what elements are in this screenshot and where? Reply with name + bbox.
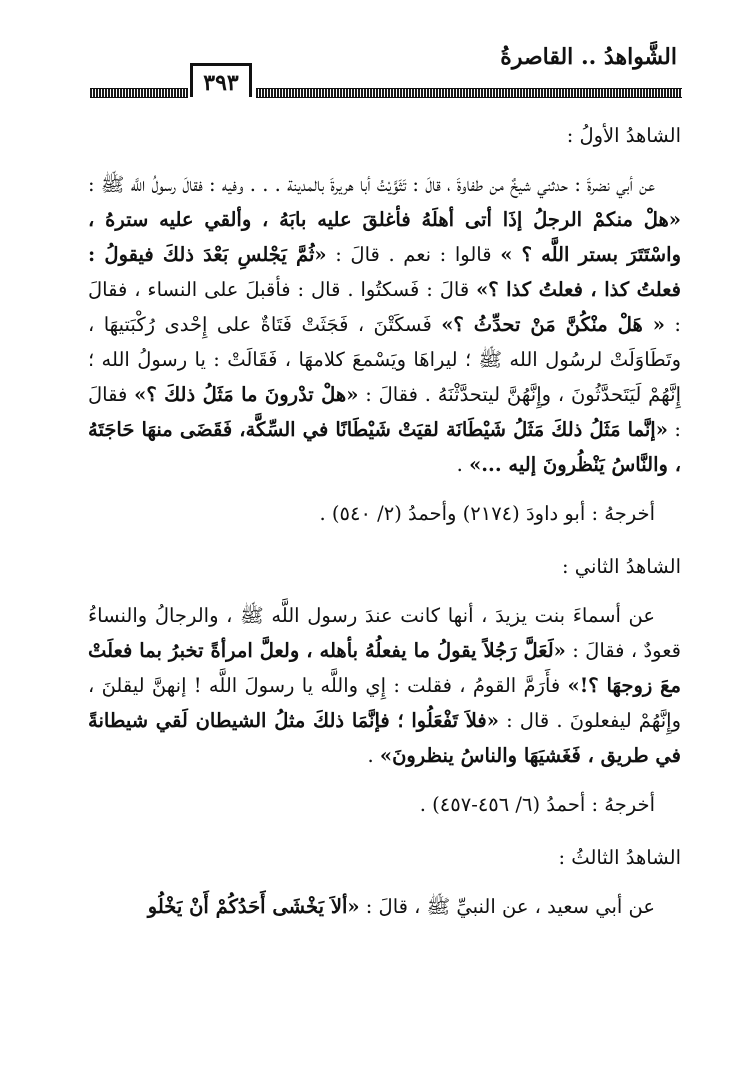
w2-text-2: فأَرَمَّ القومُ ، فقلت : إِي واللَّه يا رسولَ اللَّه ! إنهنَّ ليقلنَ ، وإِنَّهُمْ ليفعلونَ . قال : xyxy=(88,674,682,732)
w1-quote-4: «هلْ تدْرونَ ما مَثَلُ ذلكَ ؟» xyxy=(134,383,359,406)
witness-2-heading: الشاهدُ الثاني : xyxy=(561,555,681,578)
witness-2-citation: أخرجهُ : أحمدُ (٦/ ٤٥٦-٤٥٧) . xyxy=(419,793,655,816)
witness-1-citation: أخرجهُ : أبو داودَ (٢١٧٤) وأحمدُ (٢/ ٥٤٠) . xyxy=(319,502,655,525)
w3-quote-1: «ألاَ يَخْشَى أَحَدُكُمْ أَنْ يَخْلُو xyxy=(147,895,360,918)
w1-text-4: فَسكَتْنَ ، فَجَثَتْ فَتَاةٌ على إِحْدى رُكْبَتيهَا ، وتَطَاوَلَتْ لرسُول الله ﷺ ؛ ليراهَا ويَسْمعَ كلامهَا ، فَقَالَتْ : يا رسولُ الله ؛ إِنَّهُمْ لَيَتَحدَّثُونَ ، وإِنَّهُنَّ ليتحدَّثْنَهُ . فقالَ : xyxy=(88,313,681,406)
w1-text-5: فقالَ : xyxy=(88,383,681,441)
witness-1-paragraph xyxy=(88,167,681,482)
witness-3-heading: الشاهدُ الثالثُ : xyxy=(558,846,681,869)
w2-text-3: . xyxy=(367,744,380,767)
w2-text-1: عن أسماءَ بنت يزيدَ ، أنها كانت عندَ رسول اللَّه ﷺ ، والرجالُ والنساءُ قعودٌ ، فقالَ : xyxy=(88,604,681,662)
w1-text-3: قالَ : فَسكتُوا . قال : فأقبلَ على النساء ، فقالَ : xyxy=(88,278,681,336)
w3-text-1: عن أبي سعيد ، عن النبيِّ ﷺ ، قالَ : xyxy=(359,895,655,918)
running-title: الشَّواهدُ .. القاصرةُ xyxy=(500,44,677,70)
w1-text-2: قالوا : نعم . قالَ : xyxy=(326,243,501,266)
witness-2-paragraph xyxy=(88,598,681,773)
w1-text-1: عن أبي نضرةَ : حدثني شيخٌ من طفاوةَ ، قالَ : تَثَوَّيْتُ أبا هريرةَ بالمدينة . . . وفيه : فقالَ رسولُ اللَّه ﷺ : xyxy=(88,173,655,196)
w1-text-6: . xyxy=(456,453,470,476)
w1-quote-1: «هلْ منكمْ الرجلُ إذَا أتى أهلَهُ فأغلقَ عليه بابَهُ ، وألقي عليه سترهُ ، واسْتَتَرَ بستر اللَّه ؟ » xyxy=(88,208,681,266)
witness-3-paragraph xyxy=(88,889,681,924)
page-body xyxy=(88,118,681,924)
w1-quote-5: «إنَّما مَثَلُ ذلكَ مَثَلُ شَيْطَانَة لقيَتْ شَيْطَانًا في السِّكَّة، فَقَضَى منهَا حَاجَتَهُ ، والنَّاسُ يَنْظُرونَ إليه ...» xyxy=(88,418,681,476)
page-header xyxy=(0,0,747,100)
page-number: ٣٩٣ xyxy=(190,63,252,97)
header-rule-right xyxy=(256,88,682,98)
w2-quote-1: «لَعَلَّ رَجُلاً يقولُ ما يفعلُهُ بأهله ، ولعلَّ امرأةً تخبرُ بما فعلَتْ معَ زوجهَا ؟!» xyxy=(88,639,681,697)
header-rule-left xyxy=(90,88,188,98)
w2-quote-2: «فلاَ تَفْعَلُوا ؛ فإنَّمَا ذلكَ مثلُ الشيطان لَقي شيطانةً في طريق ، فَغَشيَهَا والناسُ ينظرونَ» xyxy=(88,709,681,767)
w1-quote-2: «ثُمَّ يَجْلسِ بَعْدَ ذلكَ فيقولُ : فعلتُ كذا ، فعلتُ كذا ؟» xyxy=(88,243,681,301)
w1-quote-3: « هَلْ منْكُنَّ مَنْ تحدِّثُ ؟» xyxy=(441,313,665,336)
witness-1-heading: الشاهدُ الأولُ : xyxy=(566,124,681,147)
